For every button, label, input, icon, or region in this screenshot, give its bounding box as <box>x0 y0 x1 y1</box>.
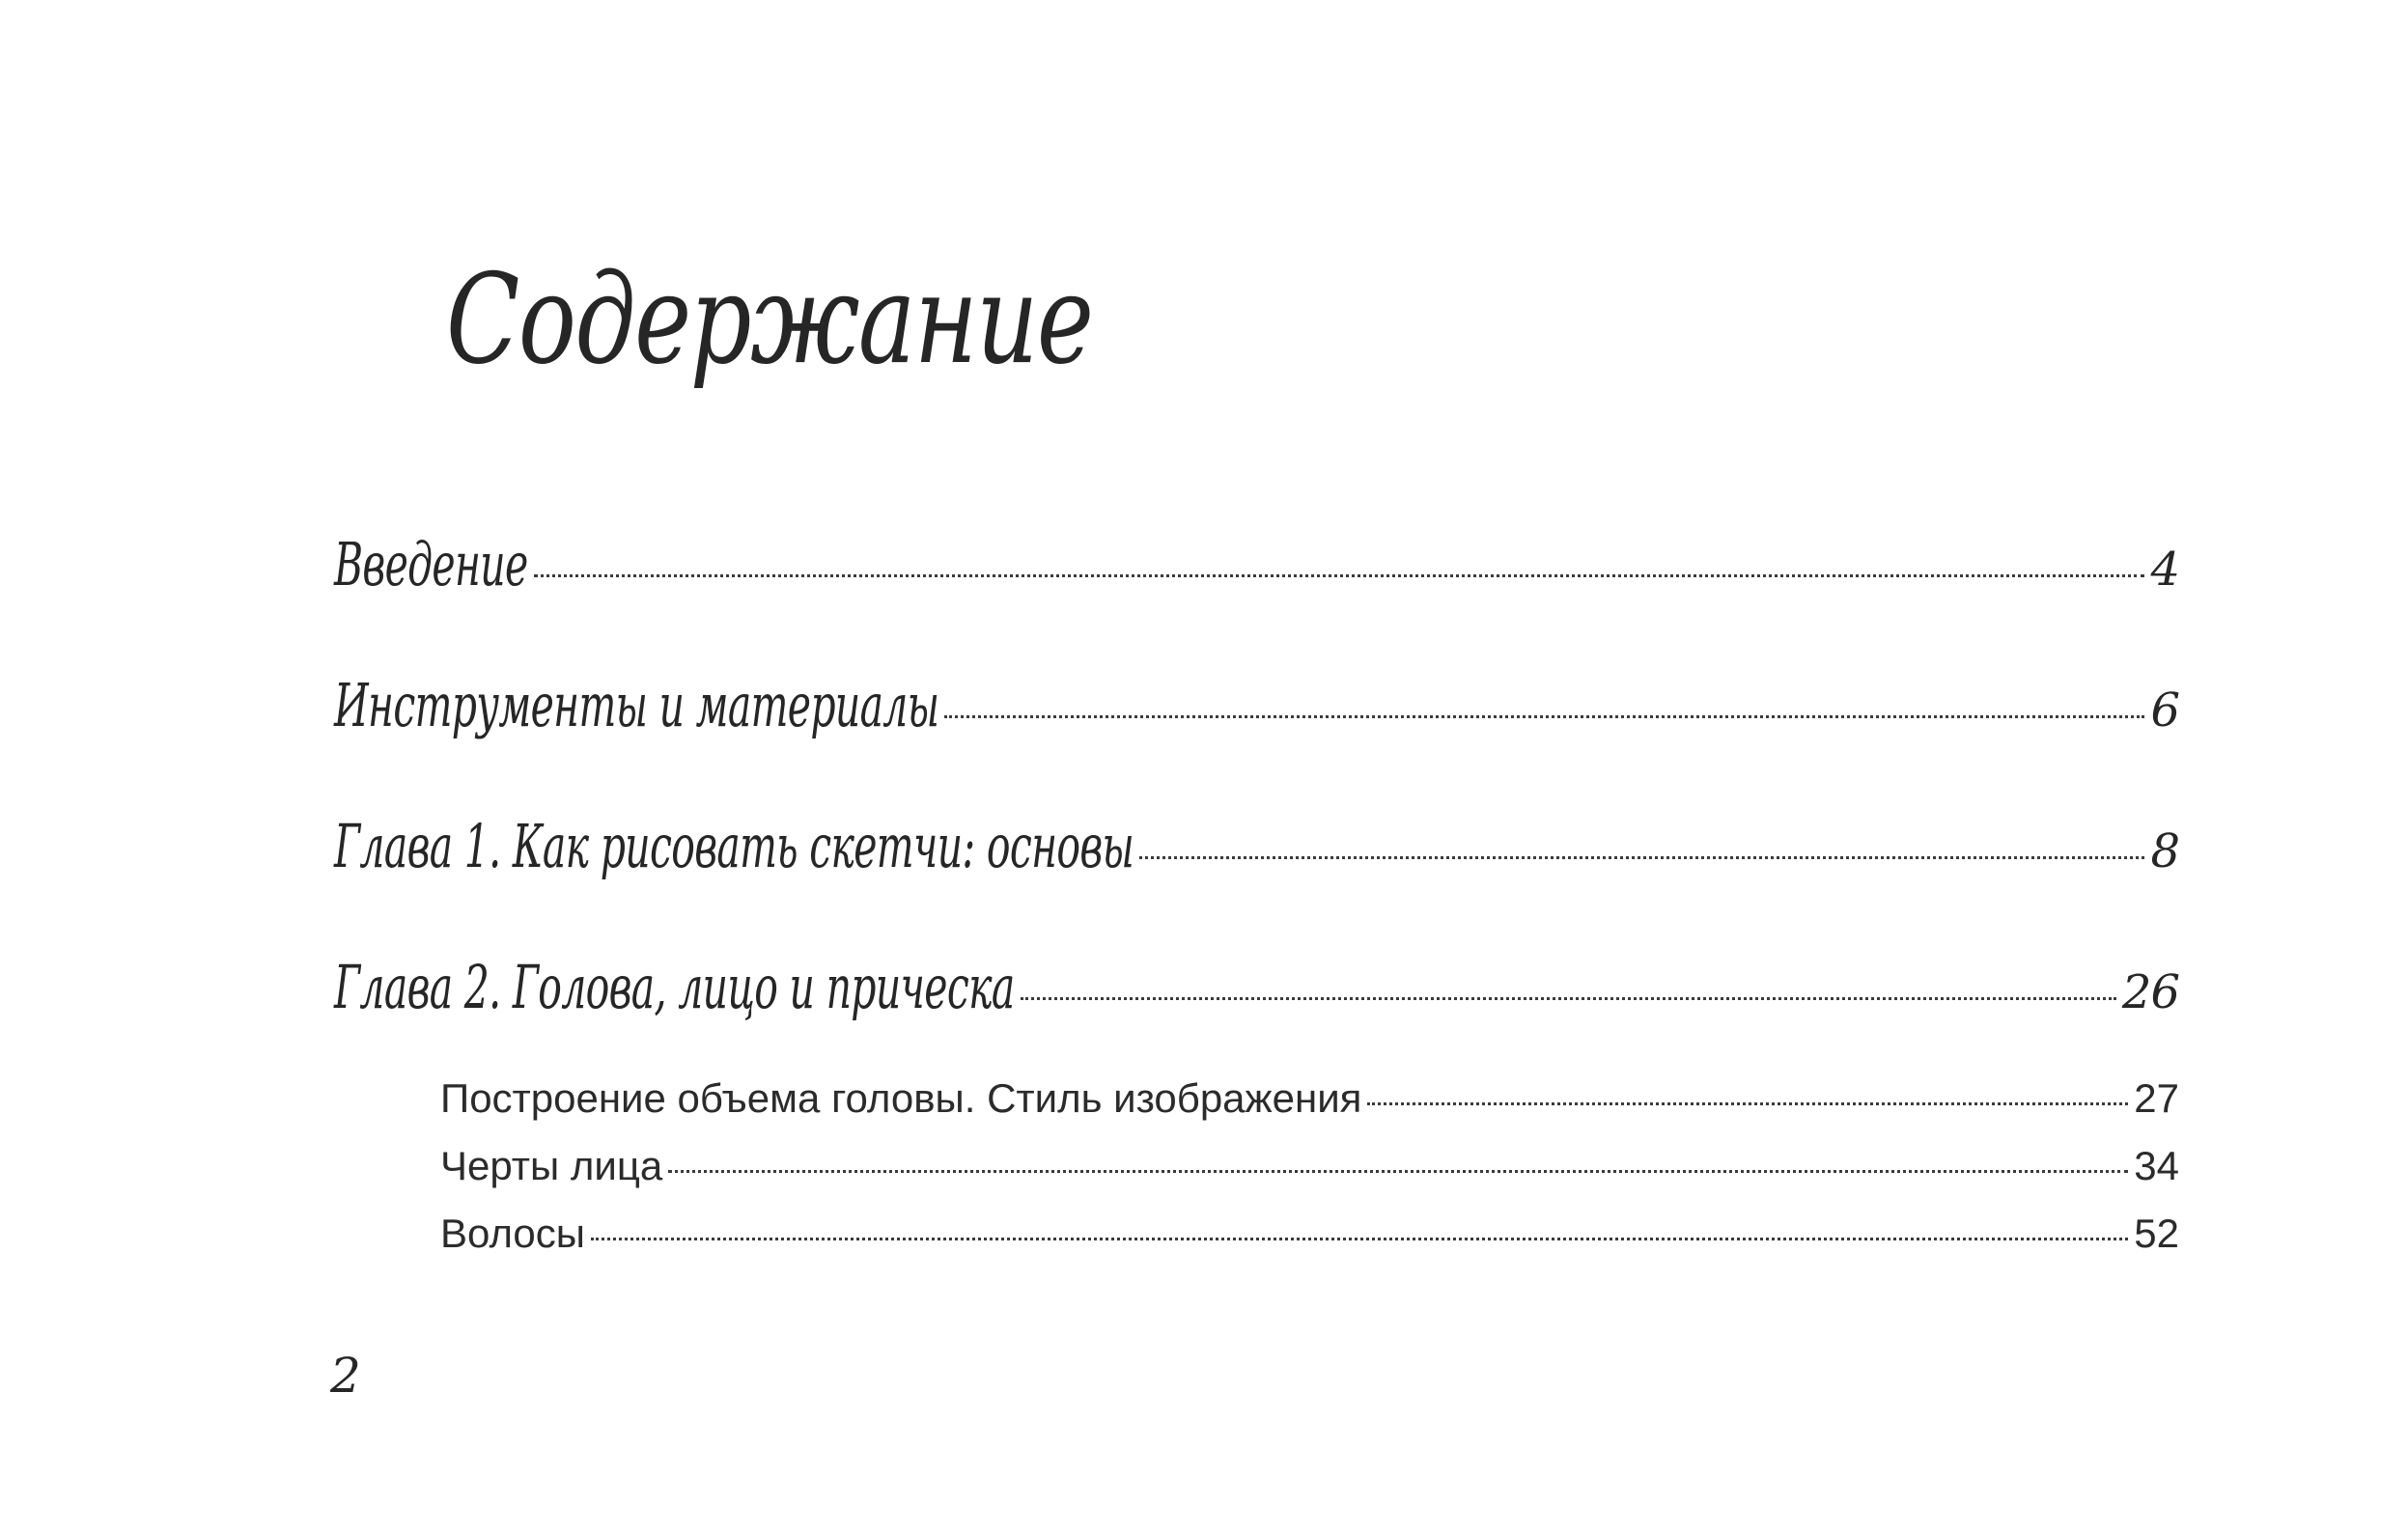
toc-entry-introduction[interactable] <box>334 529 2179 599</box>
toc-subentry-title: Волосы <box>440 1211 585 1256</box>
dot-leader <box>591 1238 2128 1240</box>
toc-subentry-title: Черты лица <box>440 1143 663 1188</box>
page-title: Содержание <box>446 248 1093 392</box>
dot-leader <box>1021 997 2116 1000</box>
toc-subentry-head-volume[interactable] <box>440 1075 2179 1122</box>
toc-entry-title: Глава 2. Голова, лицо и прическа <box>334 952 1015 1022</box>
toc-entry-page: 6 <box>2150 683 2179 738</box>
toc-entry-title: Инструменты и материалы <box>334 670 939 740</box>
toc-subentry-hair[interactable] <box>440 1211 2179 1257</box>
toc-subentry-title: Построение объема головы. Стиль изображения <box>440 1075 1362 1121</box>
toc-subentry-page: 27 <box>2134 1075 2179 1121</box>
toc-subentry-page: 34 <box>2134 1143 2179 1188</box>
dot-leader <box>944 715 2144 718</box>
toc-entry-chapter-2[interactable] <box>334 952 2179 1022</box>
toc-entry-title: Глава 1. Как рисовать скетчи: основы <box>334 811 1134 881</box>
dot-leader <box>534 574 2145 577</box>
toc-entry-chapter-1[interactable] <box>334 811 2179 881</box>
toc-entry-page: 8 <box>2150 824 2179 878</box>
toc-entry-title: Введение <box>334 529 528 599</box>
dot-leader <box>1139 856 2144 859</box>
dot-leader <box>1367 1102 2128 1105</box>
page-number: 2 <box>330 1348 361 1404</box>
toc-entry-page: 4 <box>2150 543 2179 597</box>
dot-leader <box>668 1170 2128 1173</box>
toc-subentry-facial-features[interactable] <box>440 1143 2179 1189</box>
toc-entry-tools[interactable] <box>334 670 2179 740</box>
toc-entry-page: 26 <box>2121 965 2179 1019</box>
toc-subentry-page: 52 <box>2134 1211 2179 1256</box>
